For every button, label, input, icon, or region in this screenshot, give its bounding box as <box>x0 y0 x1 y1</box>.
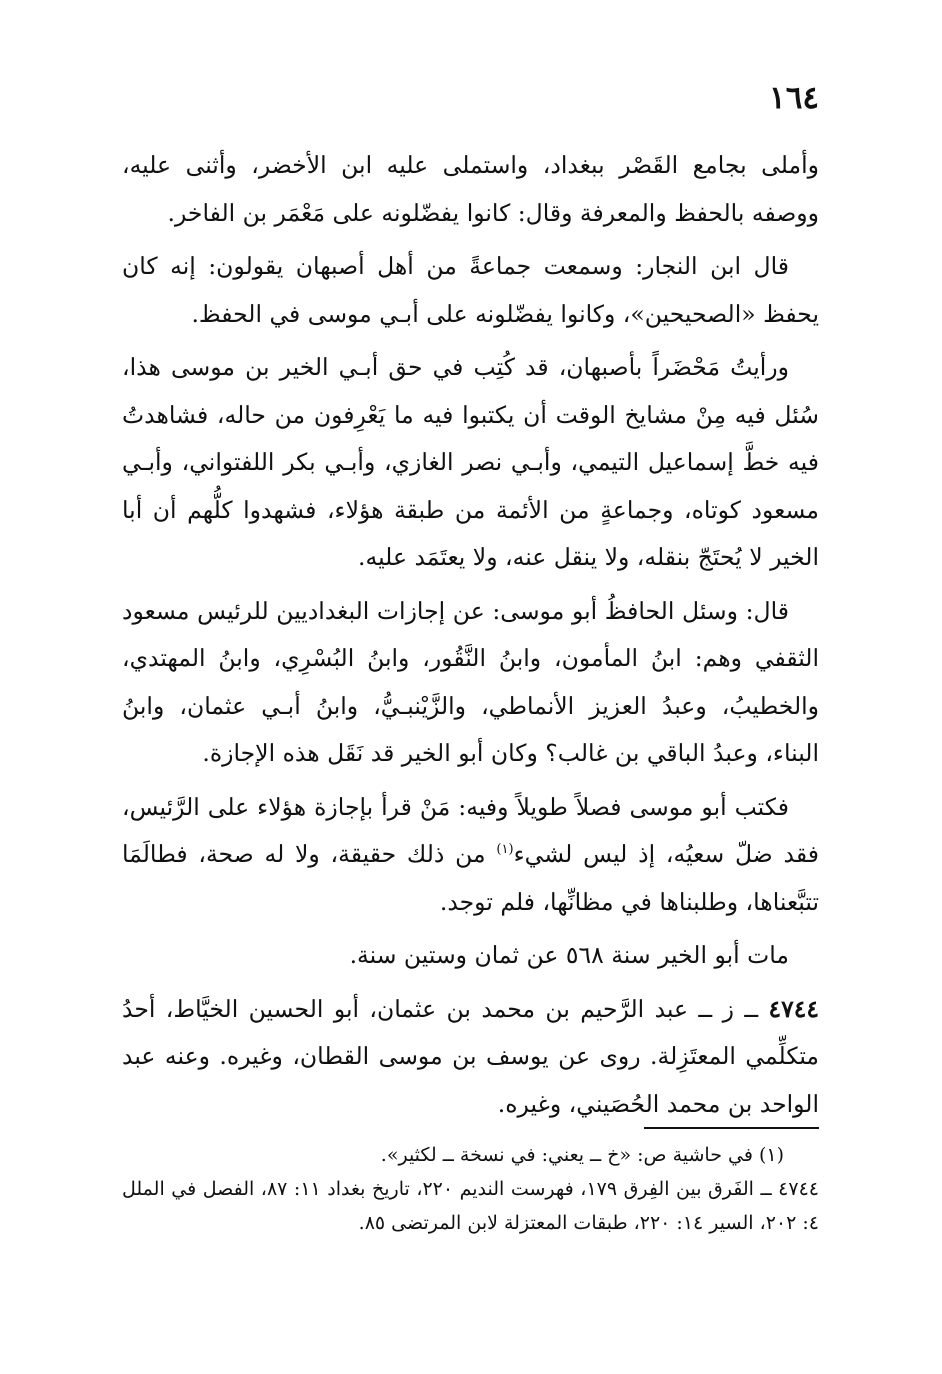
paragraph-6: مات أبو الخير سنة ٥٦٨ عن ثمان وستين سنة. <box>349 941 789 969</box>
footnote-1: (١) في حاشية ص: «خ ــ يعني: في نسخة ــ لكثير». <box>380 1144 784 1166</box>
entry-number: ٤٧٤٤ <box>768 994 819 1023</box>
paragraph-5-text-after: من ذلك حقيقة، ولا له صحة، فطالَمَا تتبَّعناها، وطلبناها في مظانِّها، فلم توجد. <box>122 840 819 916</box>
biography-entry <box>122 986 819 1129</box>
footnote-sources: ٤٧٤٤ ــ الفَرق بين الفِرق ١٧٩، فهرست النديم ٢٢٠، تاريخ بغداد ١١: ٨٧، الفصل في الملل ٤: ٢٠٢، السير ١٤: ٢٢٠، طبقات المعتزلة لابن المرتضى ٨٥. <box>122 1178 819 1234</box>
footnote-reference: (١) <box>496 842 514 858</box>
page-number: ١٦٤ <box>769 80 819 116</box>
entry-text: ــ ز ــ عبد الرَّحيم بن محمد بن عثمان، أبو الحسين الخيَّاط، أحدُ متكلِّمي المعتَزِلة. روى عن يوسف بن موسى القطان، وغيره. وعنه عبد الواحد بن محمد الحُصَيني، وغيره. <box>122 994 819 1118</box>
paragraph-1: وأملى بجامع القَصْر ببغداد، واستملى عليه ابن الأخضر، وأثنى عليه، ووصفه بالحفظ والمعرفة وقال: كانوا يفضّلونه على مَعْمَر بن الفاخر. <box>122 151 819 227</box>
footnotes <box>122 1138 819 1240</box>
paragraph-5 <box>122 784 819 927</box>
paragraph-4: قال: وسئل الحافظُ أبو موسى: عن إجازات البغداديين للرئيس مسعود الثقفي وهم: ابنُ المأمون، وابنُ النَّقُور، وابنُ البُسْرِي، وابنُ المهتدي، والخطيبُ، وعبدُ العزيز الأنماطي، والزَّيْنبـيُّ، وابنُ أبـي عثمان، وابنُ البناء، وعبدُ الباقي بن غالب؟ وكان أبو الخير قد نَقَل هذه الإجازة. <box>122 596 819 767</box>
paragraph-3: ورأيتُ مَحْضَراً بأصبهان، قد كُتِب في حق أبـي الخير بن موسى هذا، سُئل فيه مِنْ مشايخ الوقت أن يكتبوا فيه ما يَعْرِفون من حاله، فشاهدتُ فيه خطَّ إسماعيل التيمي، وأبـي نصر الغازي، وأبـي بكر اللفتواني، وأبـي مسعود كوتاه، وجماعةٍ من الأئمة من طبقة هؤلاء، فشهدوا كلُّهم أن أبا الخير لا يُحتَجّ بنقله، ولا ينقل عنه، ولا يعتَمَد عليه. <box>122 353 819 571</box>
main-text <box>122 142 819 1134</box>
paragraph-2: قال ابن النجار: وسمعت جماعةً من أهل أصبهان يقولون: إنه كان يحفظ «الصحيحين»، وكانوا يفضّلونه على أبـي موسى في الحفظ. <box>122 252 819 328</box>
footnote-divider <box>644 1127 819 1129</box>
paragraph-5-text-before: فكتب أبو موسى فصلاً طويلاً وفيه: مَنْ قرأ بإجازة هؤلاء على الرَّئيس، فقد ضلّ سعيُه، إذ ليس لشيء <box>122 792 819 868</box>
